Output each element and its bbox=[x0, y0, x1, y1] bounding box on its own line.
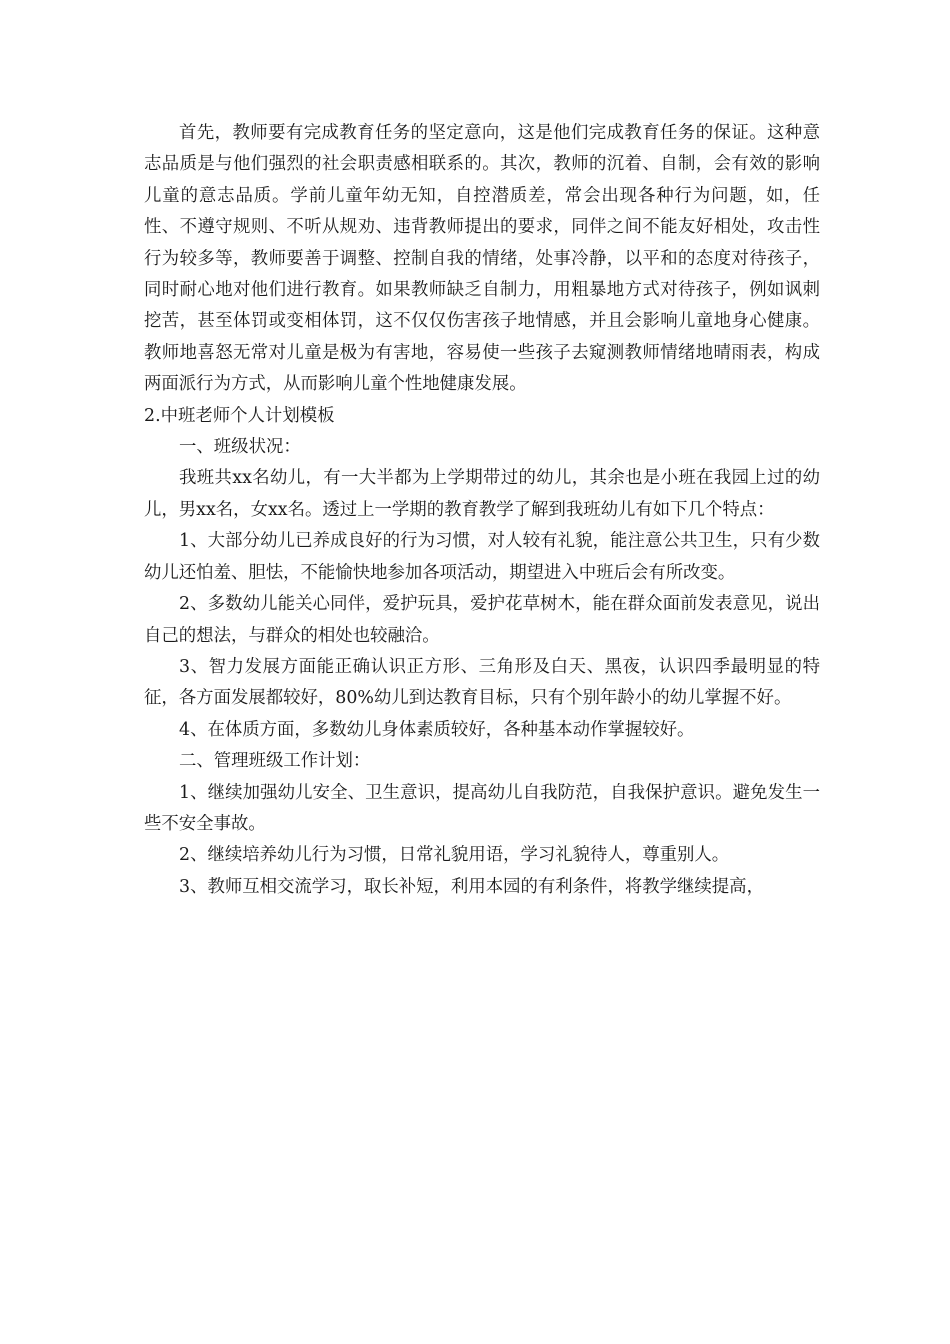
class-status-paragraph: 3、智力发展方面能正确认识正方形、三角形及白天、黑夜，认识四季最明显的特征，各方面发展都较好，80%幼儿到达教育目标，只有个别年龄小的幼儿掌握不好。 bbox=[144, 656, 820, 709]
section-heading-management-plan: 二、管理班级工作计划： bbox=[179, 751, 371, 772]
management-plan-paragraph: 1、继续加强幼儿安全、卫生意识，提高幼儿自我防范，自我保护意识。避免发生一些不安全事故。 bbox=[144, 782, 820, 834]
management-plan-paragraph: 3、教师互相交流学习，取长补短，利用本园的有利条件，将教学继续提高， bbox=[179, 876, 764, 897]
class-status-paragraph: 我班共xx名幼儿，有一大半都为上学期带过的幼儿，其余也是小班在我园上过的幼儿，男xx名，女xx名。透过上一学期的教育教学了解到我班幼儿有如下几个特点： bbox=[144, 468, 820, 520]
class-status-paragraph: 4、在体质方面，多数幼儿身体素质较好，各种基本动作掌握较好。 bbox=[179, 719, 695, 740]
class-status-paragraph: 2、多数幼儿能关心同伴，爱护玩具，爱护花草树木，能在群众面前发表意见，说出自己的想法，与群众的相处也较融洽。 bbox=[144, 594, 820, 646]
management-plan-paragraph: 2、继续培养幼儿行为习惯，日常礼貌用语，学习礼貌待人，尊重别人。 bbox=[179, 845, 730, 866]
document-body bbox=[144, 118, 820, 903]
section-heading-class-status: 一、班级状况： bbox=[179, 437, 301, 458]
intro-paragraph: 首先，教师要有完成教育任务的坚定意向，这是他们完成教育任务的保证。这种意志品质是与他们强烈的社会职责感相联系的。其次，教师的沉着、自制，会有效的影响儿童的意志品质。学前儿童年幼无知，自控潜质差，常会出现各种行为问题，如，任性、不遵守规则、不听从规劝、违背教师提出的要求，同伴之间不能友好相处，攻击性行为较多等，教师要善于调整、控制自我的情绪，处事冷静，以平和的态度对待孩子，同时耐心地对他们进行教育。如果教师缺乏自制力，用粗暴地方式对待孩子，例如讽刺挖苦，甚至体罚或变相体罚，这不仅仅伤害孩子地情感，并且会影响儿童地身心健康。教师地喜怒无常对儿童是极为有害地，容易使一些孩子去窥测教师情绪地晴雨表，构成两面派行为方式，从而影响儿童个性地健康发展。 bbox=[144, 123, 820, 395]
section-title: 2.中班老师个人计划模板 bbox=[144, 405, 335, 426]
class-status-paragraph: 1、大部分幼儿已养成良好的行为习惯，对人较有礼貌，能注意公共卫生，只有少数幼儿还怕羞、胆怯，不能愉快地参加各项活动，期望进入中班后会有所改变。 bbox=[144, 531, 820, 583]
